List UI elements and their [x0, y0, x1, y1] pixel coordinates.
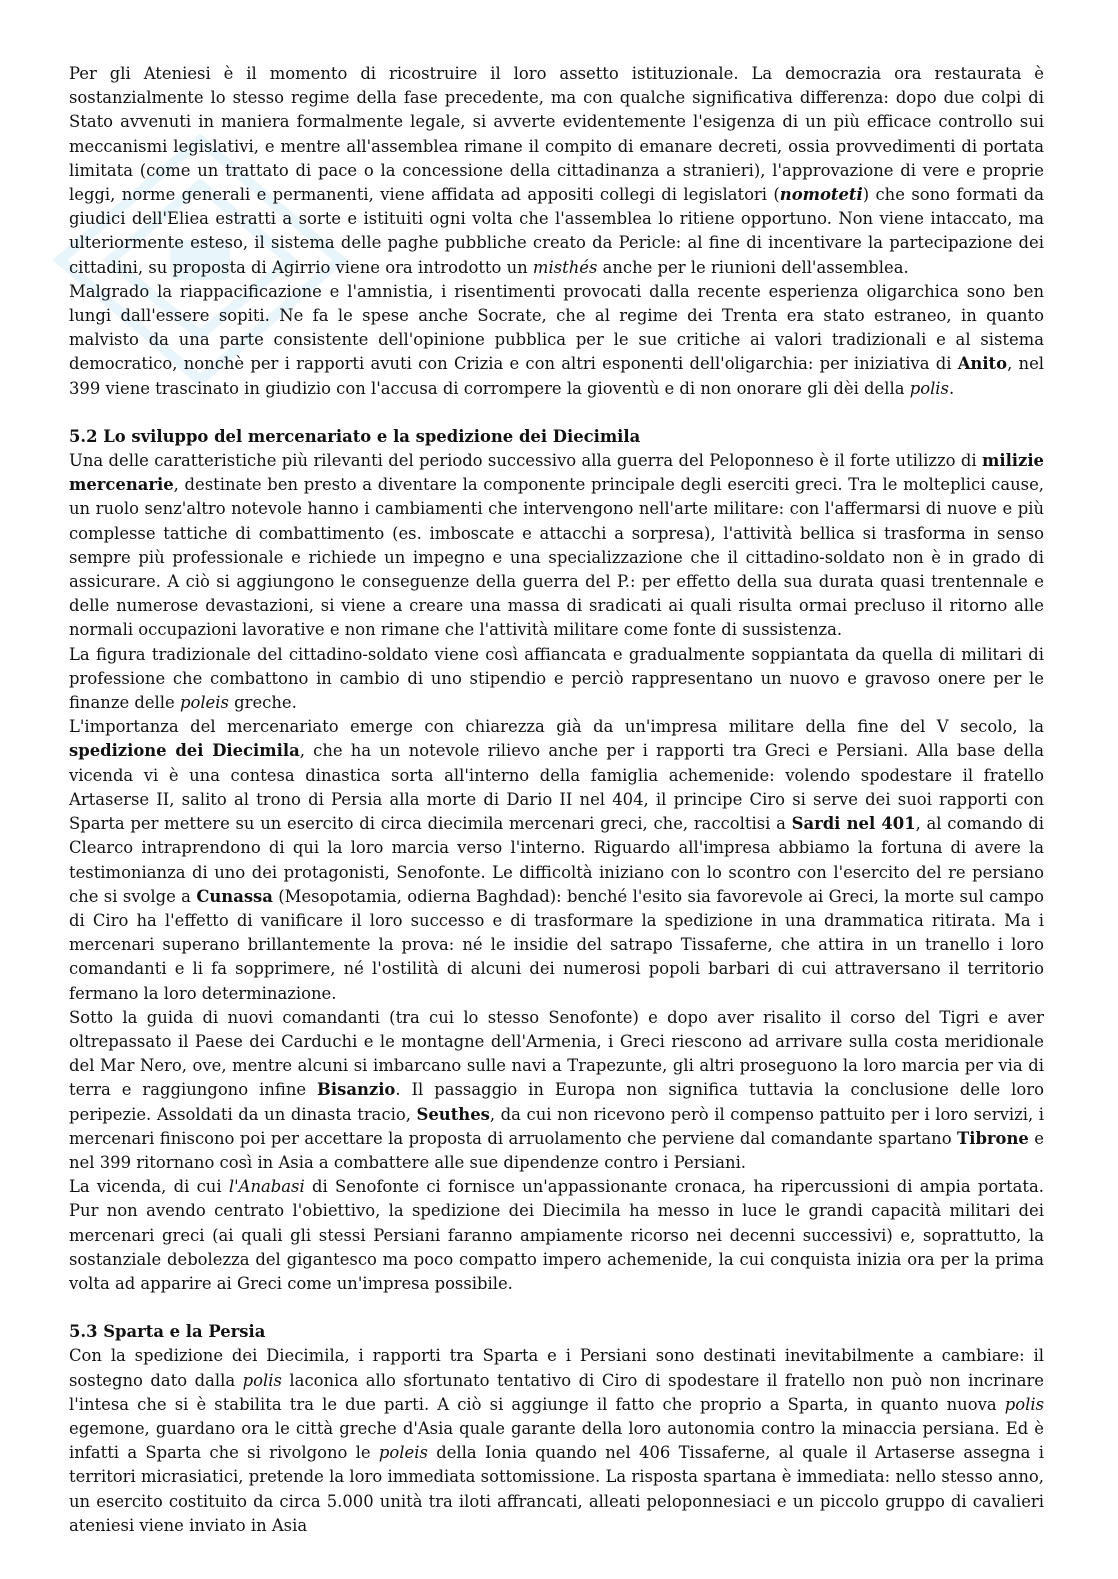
section-heading-5-3: 5.3 Sparta e la Persia — [69, 1322, 266, 1342]
document-body — [69, 62, 1044, 1538]
paragraph-socrates: Malgrado la riappacificazione e l'amnistia, i risentimenti provocati dalla recente esperienza oligarchica sono ben lungi dall'essere sopiti. Ne fa le spese anche Socrate, che al regime dei Trenta era stato estraneo, in quanto malvisto da una parte consistente dell'opinione pubblica per le sue critiche ai valori tradizionali e al sistema democratico, nonchè per i rapporti avuti con Crizia e con altri esponenti dell'oligarchia: per iniziativa di Anito, nel 399 viene trascinato in giudizio con l'accusa di corrompere la gioventù e di non onorare gli dèi della polis. — [69, 281, 1045, 398]
section-heading-5-2: 5.2 Lo sviluppo del mercenariato e la spedizione dei Diecimila — [69, 426, 641, 446]
paragraph-retreat: Sotto la guida di nuovi comandanti (tra cui lo stesso Senofonte) e dopo aver risalito il corso del Tigri e aver oltrepassato il Paese dei Carduchi e le montagne dell'Armenia, i Greci riescono ad arrivare sulla costa meridionale del Mar Nero, ove, mentre alcuni si imbarcano sulle navi a Trapezunte, gli altri proseguono la loro marcia per via di terra e raggiungono infine Bisanzio. Il passaggio in Europa non significa tuttavia la conclusione delle loro peripezie. Assoldati da un dinasta tracio, Seuthes, da cui non ricevono però il compenso pattuito per i loro servizi, i mercenari finiscono poi per accettare la proposta di arruolamento che perviene dal comandante spartano Tibrone e nel 399 ritornano così in Asia a combattere alle sue dipendenze contro i Persiani. — [69, 1007, 1044, 1172]
paragraph-anabasis: La vicenda, di cui l'Anabasi di Senofonte ci fornisce un'appassionante cronaca, ha ripercussioni di ampia portata. Pur non avendo centrato l'obiettivo, la spedizione dei Diecimila ha messo in luce le grandi capacità militari dei mercenari greci (ai quali gli stessi Persiani faranno ampiamente ricorso nei decenni successivi) e, soprattutto, la sostanziale debolezza del gigantesco ma poco compatto impero achemenide, la cui conquista inizia ora per la prima volta ad apparire ai Greci come un'impresa possibile. — [69, 1177, 1044, 1293]
paragraph-sparta-persia: Con la spedizione dei Diecimila, i rapporti tra Sparta e i Persiani sono destinati inevitabilmente a cambiare: il sostegno dato dalla polis laconica allo sfortunato tentativo di Ciro di spodestare il fratello non può non incrinare l'intesa che si è stabilita tra le due parti. A ciò si aggiunge il fatto che proprio a Sparta, in quanto nuova polis egemone, guardano ora le città greche d'Asia quale garante della loro autonomia contro la minaccia persiana. Ed è infatti a Sparta che si rivolgono le poleis della Ionia quando nel 406 Tissaferne, al quale il Artaserse assegna i territori micrasiatici, pretende la loro immediata sottomissione. La risposta spartana è immediata: nello stesso anno, un esercito costituito da circa 5.000 unità tra iloti affrancati, alleati peloponnesiaci e un piccolo gruppo di cavalieri ateniesi viene inviato in Asia — [69, 1346, 1044, 1535]
paragraph-athens-institutions: Per gli Ateniesi è il momento di ricostruire il loro assetto istituzionale. La democrazia ora restaurata è sostanzialmente lo stesso regime della fase precedente, ma con qualche significativa differenza: dopo due colpi di Stato avvenuti in maniera formalmente legale, si avverte evidentemente l'esigenza di un più efficace controllo sui meccanismi legislativi, e mentre all'assemblea rimane il compito di emanare decreti, ossia provvedimenti di portata limitata (come un trattato di pace o la concessione della cittadinanza a stranieri), l'approvazione di vere e proprie leggi, norme generali e permanenti, viene affidata ad appositi collegi di legislatori (nomoteti) che sono formati da giudici dell'Eliea estratti a sorte e istituiti ogni volta che l'assemblea lo ritiene opportuno. Non viene intaccato, ma ulteriormente esteso, il sistema delle paghe pubbliche creato da Pericle: al fine di incentivare la partecipazione dei cittadini, su proposta di Agirrio viene ora introdotto un misthés anche per le riunioni dell'assemblea. — [69, 64, 1044, 277]
paragraph-ten-thousand: L'importanza del mercenariato emerge con chiarezza già da un'impresa militare della fine del V secolo, la spedizione dei Diecimila, che ha un notevole rilievo anche per i rapporti tra Greci e Persiani. Alla base della vicenda vi è una contesa dinastica sorta all'interno della famiglia achemenide: volendo spodestare il fratello Artaserse II, salito al trono di Persia alla morte di Dario II nel 404, il principe Ciro si serve dei suoi rapporti con Sparta per mettere su un esercito di circa diecimila mercenari greci, che, raccoltisi a Sardi nel 401, al comando di Clearco intraprendono di qui la loro marcia verso l'interno. Riguardo all'impresa abbiamo la fortuna di avere la testimonianza di uno dei protagonisti, Senofonte. Le difficoltà iniziano con lo scontro con l'esercito del re persiano che si svolge a Cunassa (Mesopotamia, odierna Baghdad): benché l'esito sia favorevole ai Greci, la morte sul campo di Ciro ha l'effetto di vanificare il loro successo e di trasformare la spedizione in una drammatica ritirata. Ma i mercenari superano brillantemente la prova: né le insidie del satrapo Tissaferne, che attira in un tranello i loro comandanti e li fa sopprimere, né l'ostilità di alcuni dei numerosi popoli barbari di cui attraversano il territorio fermano la loro determinazione. — [69, 717, 1044, 1003]
paragraph-citizen-soldier: La figura tradizionale del cittadino-soldato viene così affiancata e gradualmente soppiantata da quella di militari di professione che combattono in cambio di uno stipendio e perciò rappresentano un nuovo e gravoso onere per le finanze delle poleis greche. — [69, 644, 1044, 713]
paragraph-mercenaries: Una delle caratteristiche più rilevanti del periodo successivo alla guerra del Peloponneso è il forte utilizzo di milizie mercenarie, destinate ben presto a diventare la componente principale degli eserciti greci. Tra le molteplici cause, un ruolo senz'altro notevole hanno i cambiamenti che intervengono nell'arte militare: con l'affermarsi di nuove e più complesse tattiche di combattimento (es. imboscate e attacchi a sorpresa), l'attività bellica si trasforma in senso sempre più professionale e richiede un impegno e una specializzazione che il cittadino-soldato non è in grado di assicurare. A ciò si aggiungono le conseguenze della guerra del P.: per effetto della sua durata quasi trentennale e delle numerose devastazioni, si viene a creare una massa di sradicati ai quali risulta ormai precluso il ritorno alle normali occupazioni lavorative e non rimane che l'attività militare come fonte di sussistenza. — [69, 451, 1044, 640]
